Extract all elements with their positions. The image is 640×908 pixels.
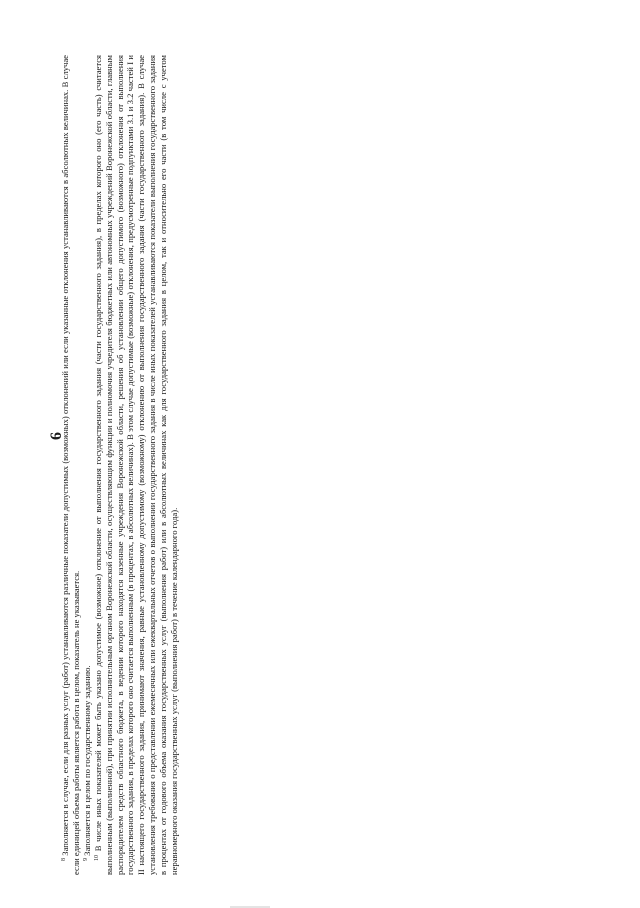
- footnote-mark: 10: [93, 855, 100, 861]
- footnote-mark: 8: [61, 858, 67, 861]
- footnote-text: В числе иных показателей может быть указано допустимое (возможное) отклонение от выполнения государственного задания (части государственного задания), в пределах которого оно (его часть) считается выполненным (выполненной), при принятии исполнительным органом Воронежской области, осуществляющим функции и полномочия учредителя бюджетных или автономных учреждений Воронежской области, главным распорядителем средств областного бюджета, в ведении которого находятся казенные учреждения Воронежской области, решения об установлении общего допустимого (возможного) отклонения от выполнения государственного задания, в пределах которого оно считается выполненным (в процентах, в абсолютных величинах). В этом случае допустимые (возможные) отклонения, предусмотренные подпунктами 3.1 и 3.2 частей I и II настоящего государственного задания, принимают значения, равные установленному допустимому (возможному) отклонению от выполнения государственного задания (части государственного задания). В случае установления требования о представлении ежемесячных или ежеквартальных отчетов о выполнении государственного задания в числе иных показателей устанавливаются показатели выполнения государственного задания в процентах от годового объема оказания государственных услуг (выполнения работ) или в абсолютных величинах как для государственного задания в целом, так и относительно его части (в том числе с учетом неравномерного оказания государственных услуг (выполнения работ) в течение календарного года).: [92, 55, 180, 875]
- footnote-text: Заполняется в целом по государственному заданию.: [81, 665, 92, 856]
- footnote-9: [82, 55, 93, 875]
- footnote-8: [60, 55, 82, 875]
- footnote-10: [93, 55, 180, 875]
- page-number: 6: [48, 432, 65, 440]
- footnote-mark: 9: [82, 858, 89, 861]
- footnotes-block: [60, 55, 180, 875]
- footnote-text: Заполняется в случае, если для разных услуг (работ) устанавливаются различные показатели допустимых (возможных) отклонений или если указанные отклонения устанавливаются в абсолютных величинах. В случае если единицей объема работы является работа в целом, показатель не указывается.: [60, 55, 81, 875]
